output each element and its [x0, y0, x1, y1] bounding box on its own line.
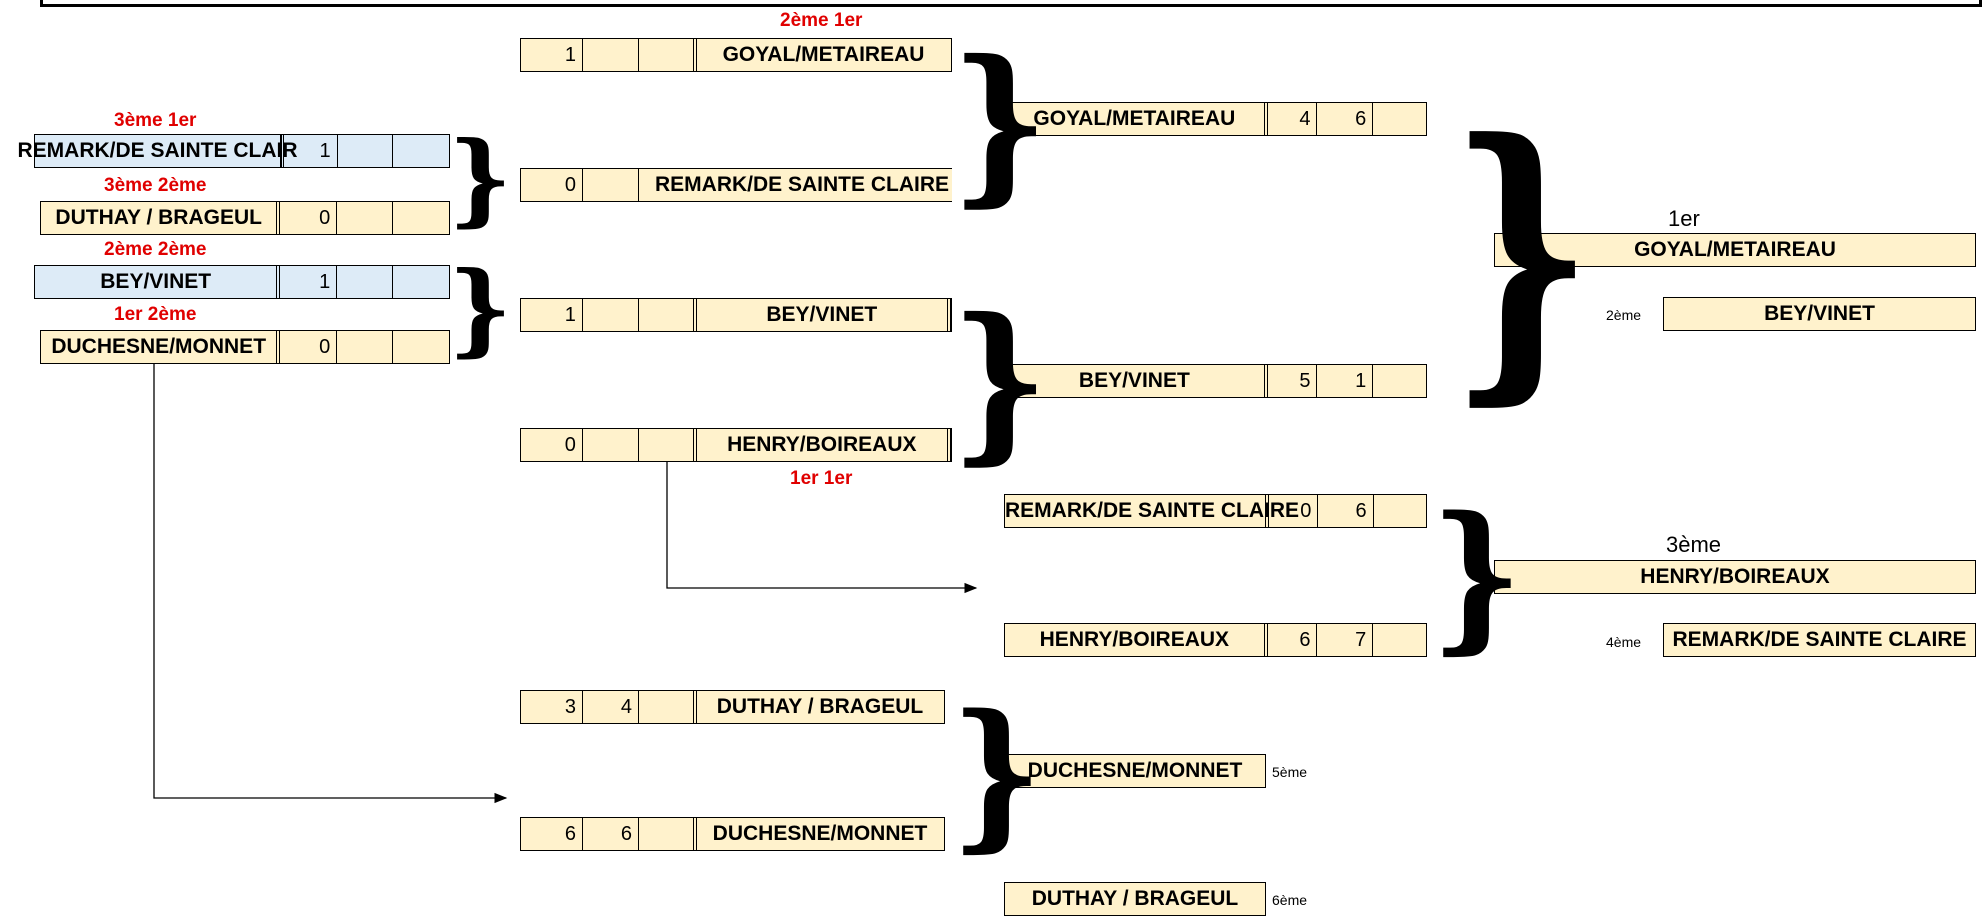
score-cell[interactable]: 0 — [280, 331, 337, 363]
fifth-place-name: DUCHESNE/MONNET — [1004, 754, 1266, 788]
team-name: DUTHAY / BRAGEUL — [41, 202, 280, 234]
qf-seed-label-1: 3ème 1er — [114, 110, 197, 131]
bracket-brace-icon: } — [950, 281, 1049, 481]
first-place-name: GOYAL/METAIREAU — [1494, 233, 1976, 267]
team-name: REMARK/DE SAINTE CLAIRE — [654, 173, 949, 196]
team-name: DUCHESNE/MONNET — [712, 822, 928, 845]
score-cell[interactable]: 1 — [521, 299, 583, 331]
score-cell[interactable]: 0 — [521, 429, 583, 461]
team-name: GOYAL/METAIREAU — [722, 43, 925, 66]
bracket-brace-icon: } — [950, 23, 1049, 223]
score-cell[interactable]: 1 — [280, 266, 337, 298]
third-place-name: HENRY/BOIREAUX — [1494, 560, 1976, 594]
sf-seed-label-top: 2ème 1er — [780, 10, 863, 31]
fourth-place-label: 4ème — [1606, 634, 1642, 650]
score-cell[interactable]: 0 — [1269, 495, 1318, 527]
score-cell[interactable]: 1 — [281, 135, 338, 167]
second-place-label: 2ème — [1606, 307, 1642, 323]
score-cell[interactable]: 6 — [1317, 103, 1373, 135]
arrow-connector-loser-sf — [667, 461, 976, 588]
qf-seed-label-3: 2ème 2ème — [104, 239, 207, 260]
team-name: REMARK/DE SAINTE CLAIRE — [1005, 495, 1269, 527]
bracket-brace-icon: } — [448, 119, 513, 237]
team-name: HENRY/BOIREAUX — [1005, 624, 1268, 656]
score-cell[interactable]: 4 — [1268, 103, 1318, 135]
arrow-connector-loser-qf — [154, 364, 506, 798]
bracket-brace-icon: } — [448, 249, 513, 367]
score-cell[interactable]: 6 — [583, 818, 639, 850]
team-name: BEY/VINET — [35, 266, 280, 298]
score-cell[interactable]: 6 — [1318, 495, 1373, 527]
bracket-brace-icon: } — [1449, 77, 1594, 430]
score-cell[interactable]: 6 — [521, 818, 583, 850]
qf-seed-label-4: 1er 2ème — [114, 304, 197, 325]
bracket-brace-icon: } — [1430, 481, 1523, 669]
sixth-place-name: DUTHAY / BRAGEUL — [1004, 882, 1266, 916]
fourth-place-name: REMARK/DE SAINTE CLAIRE — [1663, 623, 1976, 657]
score-cell[interactable]: 0 — [521, 169, 583, 201]
team-name: DUCHESNE/MONNET — [41, 331, 280, 363]
score-cell[interactable]: 1 — [1317, 365, 1373, 397]
score-cell[interactable]: 0 — [280, 202, 337, 234]
bracket-brace-icon: } — [950, 679, 1043, 867]
team-name: GOYAL/METAIREAU — [1005, 103, 1268, 135]
sixth-place-label: 6ème — [1272, 892, 1308, 908]
team-name: DUTHAY / BRAGEUL — [716, 695, 924, 718]
qf-seed-label-2: 3ème 2ème — [104, 175, 207, 196]
score-cell[interactable]: 4 — [583, 691, 639, 723]
score-cell[interactable]: 1 — [521, 39, 583, 71]
third-place-label: 3ème — [1666, 532, 1722, 557]
fifth-place-label: 5ème — [1272, 764, 1308, 780]
first-place-label: 1er — [1668, 206, 1700, 231]
team-name: HENRY/BOIREAUX — [697, 429, 951, 461]
score-cell[interactable]: 6 — [1268, 624, 1318, 656]
sf-seed-label-bottom: 1er 1er — [790, 468, 853, 489]
team-name: BEY/VINET — [1005, 365, 1268, 397]
team-name: BEY/VINET — [697, 299, 951, 331]
score-cell[interactable]: 3 — [521, 691, 583, 723]
team-name: REMARK/DE SAINTE CLAIR — [35, 135, 281, 167]
second-place-name: BEY/VINET — [1663, 297, 1976, 331]
score-cell[interactable]: 7 — [1317, 624, 1373, 656]
score-cell[interactable]: 5 — [1268, 365, 1318, 397]
